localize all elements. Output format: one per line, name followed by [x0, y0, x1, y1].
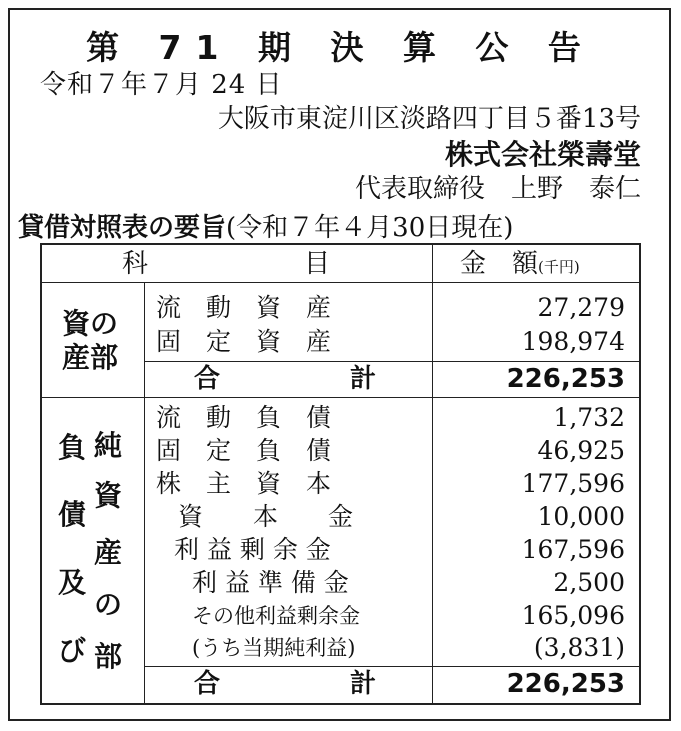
liab-row-value: 1,732 [553, 403, 625, 432]
asset-row-label: 流 動 資 産 [156, 293, 332, 322]
liab-label-7: 産 [94, 536, 123, 569]
asset-row-value: 27,279 [537, 293, 625, 322]
heading-date: (令和７年４月30日現在) [226, 213, 514, 243]
liab-label-5: 純 [94, 429, 123, 462]
liab-row-label: (うち当期純利益) [192, 636, 356, 660]
liab-label-1: 負 [58, 431, 87, 464]
liab-label-8: の [94, 588, 123, 621]
liab-label-3: 及 [58, 566, 87, 599]
header-amount-label: 金 額 [460, 249, 539, 279]
liab-row-label: 固 定 負 債 [156, 436, 332, 465]
liab-total-divider [144, 666, 639, 667]
asset-row-value: 198,974 [521, 327, 625, 356]
liab-row-value: 10,000 [537, 502, 625, 531]
liab-row-label: 利 益 剰 余 金 [174, 535, 331, 564]
liab-total-value: 226,253 [506, 669, 625, 699]
balance-sheet-table [40, 243, 641, 705]
assets-label-bottom: 産部 [62, 341, 119, 374]
liab-label-4: び [58, 634, 87, 667]
notice-title: 第 71 期 決 算 公 告 [86, 28, 595, 67]
liab-row-value: (3,831) [533, 633, 625, 662]
liab-label-6: 資 [94, 479, 123, 512]
assets-total-label: 合 計 [194, 364, 377, 394]
balance-sheet-heading [18, 207, 513, 244]
notice-date: 令和７年７月 24 日 [40, 70, 283, 100]
liab-row-value: 165,096 [521, 601, 625, 630]
assets-total-divider [144, 361, 639, 362]
liab-row-label: 資 本 金 [178, 502, 354, 531]
label-column-divider [144, 282, 145, 703]
liab-row-value: 46,925 [537, 436, 625, 465]
liab-row-label: その他利益剰余金 [192, 604, 360, 628]
liab-label-2: 債 [58, 498, 87, 531]
header-amount [460, 249, 580, 282]
header-item: 科 目 [122, 249, 331, 279]
heading-main: 貸借対照表の要旨 [18, 213, 227, 243]
assets-label-top: 資の [62, 307, 119, 340]
header-divider [42, 282, 639, 283]
header-unit: (千円) [538, 258, 580, 276]
company-address: 大阪市東淀川区淡路四丁目５番13号 [217, 104, 641, 134]
company-name: 株式会社榮壽堂 [444, 138, 641, 171]
representative: 代表取締役 上野 泰仁 [354, 174, 641, 204]
liab-row-value: 167,596 [521, 535, 625, 564]
liab-total-label: 合 計 [194, 669, 377, 699]
liab-row-value: 2,500 [553, 568, 625, 597]
liab-row-label: 利 益 準 備 金 [192, 568, 349, 597]
amount-column-divider [432, 245, 433, 703]
liab-row-label: 株 主 資 本 [156, 469, 332, 498]
assets-total-value: 226,253 [506, 364, 625, 394]
liab-row-label: 流 動 負 債 [156, 403, 332, 432]
assets-section-divider [42, 397, 639, 398]
liab-row-value: 177,596 [521, 469, 625, 498]
liab-label-9: 部 [94, 640, 123, 673]
asset-row-label: 固 定 資 産 [156, 327, 332, 356]
